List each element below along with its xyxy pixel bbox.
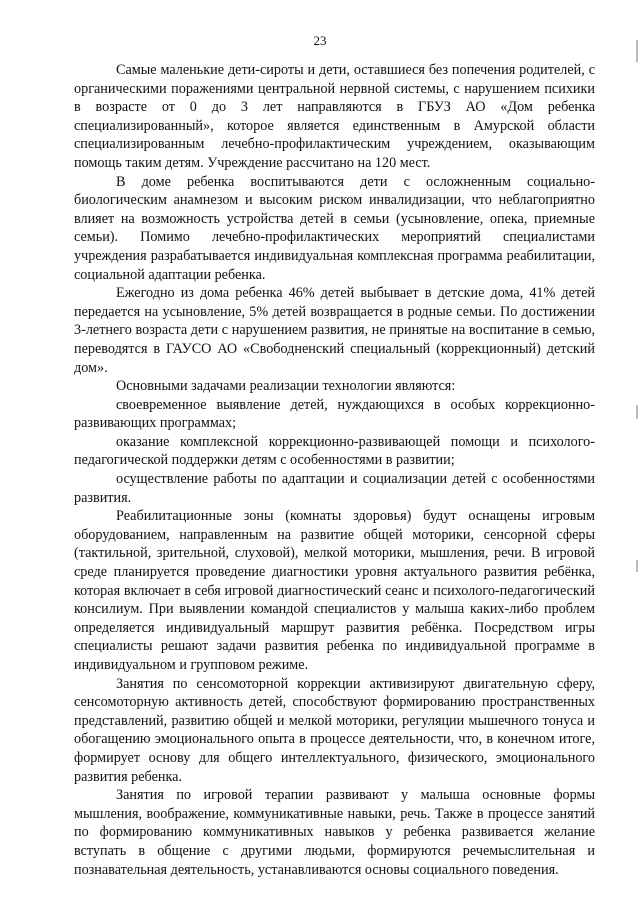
scan-edge-mark-top [636, 40, 638, 62]
paragraph-tasks-heading: Основными задачами реализации технологии являются: [116, 378, 456, 395]
paragraph-rehabilitation-zones: Реабилитационные зоны (комнаты здоровья) будут оснащены игровым оборудованием, направленным на развитие общей моторики, сенсорной сферы (тактильной, зрительной, слуховой), мелкой моторики, мышления, речи. В игровой среде планируется проведение диагностики уровня актуального развития ребёнка, которая включает в себя игровой диагностический сеанс и психолого-педагогический консилиум. При выявлении командой специалистов у малыша каких-либо проблем определяется индивидуальный маршрут развития ребёнка. Посредством игры специалисты решают задачи развития ребенка по индивидуальной программе в индивидуальном и групповом режиме. [74, 508, 595, 673]
list-item-early-detection: своевременное выявление детей, нуждающихся в особых коррекционно-развивающих программах; [74, 396, 595, 432]
paragraph-sensorimotor-correction: Занятия по сенсомоторной коррекции активизируют двигательную сферу, сенсомоторную активность детей, способствуют формированию пространственных представлений, развитию общей и мелкой моторики, регуляции мышечного тонуса и обогащению эмоционального опыта в процессе деятельности, что, в конечном итоге, формирует основу для общего интеллектуального, физического, эмоционального развития ребенка. [74, 675, 595, 785]
scan-edge-mark-middle [636, 405, 638, 419]
page-number: 23 [313, 33, 327, 48]
paragraph-play-therapy: Занятия по игровой терапии развивают у малыша основные формы мышления, воображение, коммуникативные навыки, речь. Также в процессе занятий по формированию коммуникативных навыков у ребенка развивается желание вступать в общение с другими людьми, формируются речемыслительная и познавательная деятельность, устанавливаются основы социального поведения. [74, 787, 595, 878]
paragraph-orphans-intro: Самые маленькие дети-сироты и дети, оставшиеся без попечения родителей, с органическими поражениями центральной нервной системы, с нарушением психики в возрасте от 0 до 3 лет направляются в ГБУЗ АО «Дом ребенка специализированный», которое является единственным в Амурской области специализированным лечебно-профилактическим учреждением, оказывающим помощь таким детям. Учреждение рассчитано на 120 мест. [74, 62, 595, 171]
scan-edge-mark-bottom [636, 560, 638, 572]
page-body [74, 61, 595, 879]
paragraph-rehabilitation-program: В доме ребенка воспитываются дети с осложненным социально-биологическим анамнезом и высоким риском инвалидизации, что неблагоприятно влияет на возможность устройства детей в семьи (усыновление, опека, приемные семьи). Помимо лечебно-профилактических мероприятий специалистами учреждения разрабатывается индивидуальная комплексная программа реабилитации, социальной адаптации ребенка. [74, 173, 595, 283]
paragraph-placement-statistics: Ежегодно из дома ребенка 46% детей выбывает в детские дома, 41% детей передается на усыновление, 5% детей возвращается в родные семьи. По достижении 3-летнего возраста дети с нарушением развития, не принятые на воспитание в семью, переводятся в ГАУСО АО «Свободненский специальный (коррекционный) детский дом». [74, 285, 595, 376]
list-item-adaptation: осуществление работы по адаптации и социализации детей с особенностями развития. [74, 471, 595, 506]
list-item-comprehensive-support: оказание комплексной коррекционно-развивающей помощи и психолого-педагогической поддержки детям с особенностями в развитии; [74, 433, 595, 469]
